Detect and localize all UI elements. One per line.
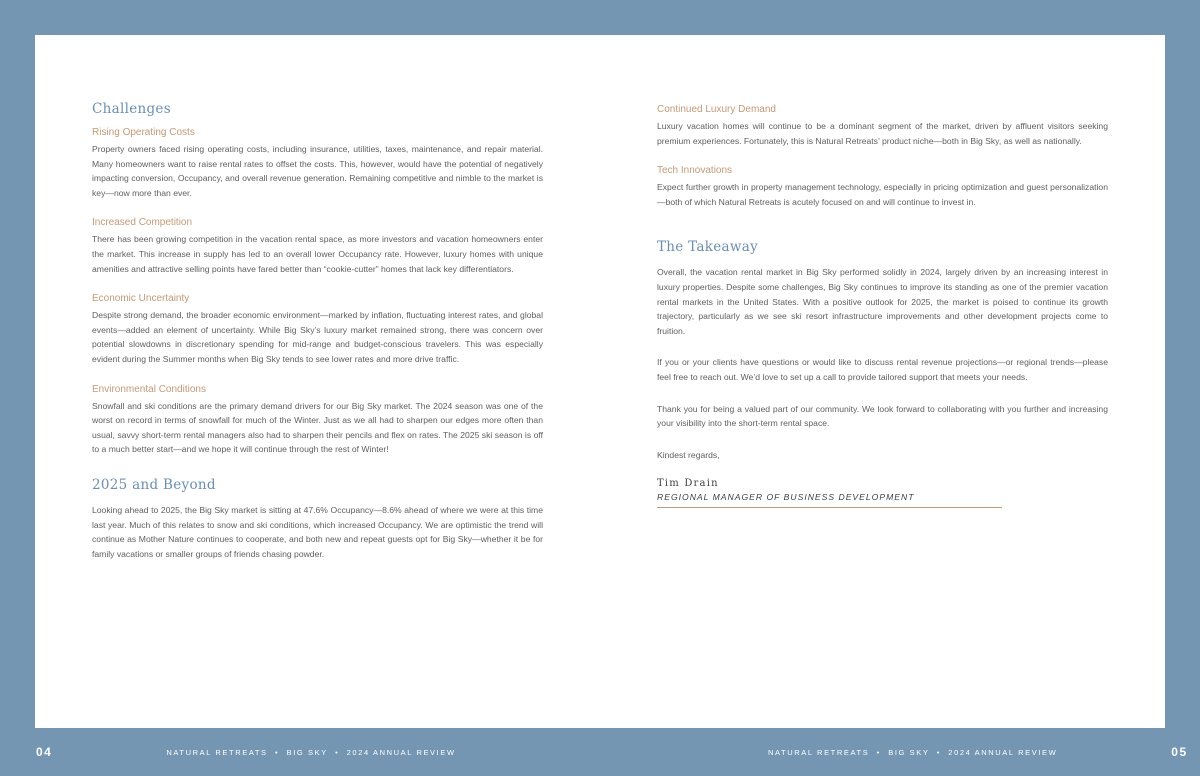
beyond-section — [92, 477, 543, 561]
environmental-heading: Environmental Conditions — [92, 383, 206, 395]
economic-section — [92, 293, 543, 366]
tech-section — [657, 165, 1108, 209]
environmental-section — [92, 384, 543, 457]
thanks-section — [657, 402, 1108, 431]
signer-title: REGIONAL MANAGER OF BUSINESS DEVELOPMENT — [657, 492, 1002, 508]
rising-costs-section — [92, 127, 543, 200]
competition-paragraph: There has been growing competition in the vacation rental space, as more investors and vacation homeowners enter the market. This increase in supply has led to an overall lower Occupancy rate. However, luxury homes with unique amenities and attractive selling points have fared better than “cookie-cutter” homes that lack key differentiators. — [92, 234, 543, 274]
right-page-content — [657, 104, 1108, 508]
left-running-head: NATURAL RETREATS • BIG SKY • 2024 ANNUAL REVIEW — [166, 747, 456, 757]
left-page-number: 04 — [36, 745, 53, 759]
competition-heading: Increased Competition — [92, 217, 193, 229]
economic-heading: Economic Uncertainty — [92, 293, 190, 305]
competition-section — [92, 217, 543, 276]
left-footer — [36, 728, 456, 776]
luxury-section — [657, 104, 1108, 148]
beyond-heading: 2025 and Beyond — [92, 476, 216, 493]
contact-section — [657, 355, 1108, 384]
thanks-paragraph: Thank you for being a valued part of our community. We look forward to collaborating with you further and increasing your visibility into the short-term rental space. — [657, 403, 1108, 429]
tech-paragraph: Expect further growth in property management technology, especially in pricing optimization and guest personalization—both of which Natural Retreats is acutely focused on and will continue to invest in. — [657, 182, 1108, 207]
left-page-content — [92, 101, 543, 578]
right-page-number: 05 — [1171, 745, 1188, 759]
takeaway-paragraph: Overall, the vacation rental market in Big Sky performed solidly in 2024, largely driven by an increasing interest in luxury properties. Despite some challenges, Big Sky continues to improve its standing as one of the premier vacation rental markets in the United States. With a positive outlook for 2025, the market is poised to continue its growth trajectory, particularly as we see ski resort infrastructure improvements and other development projects come to fruition. — [657, 267, 1108, 336]
tech-heading: Tech Innovations — [657, 165, 733, 177]
report-spread — [35, 35, 1165, 728]
economic-paragraph: Despite strong demand, the broader economic environment—marked by inflation, fluctuating interest rates, and global events—added an element of uncertainty. While Big Sky’s luxury market remained strong, there was concern over potential slowdowns in discretionary spending for mid-range and budget-conscious travelers. This was especially evident during the Summer months when Big Sky tends to see lower rates and more drive traffic. — [92, 310, 543, 364]
rising-costs-paragraph: Property owners faced rising operating costs, including insurance, utilities, taxes, maintenance, and repair material. Many homeowners want to raise rental rates to offset the costs. This, however, would have the potential of negatively impacting conversion, Occupancy, and overall revenue generation. Remaining competitive and nimble to the market is key—now more than ever. — [92, 144, 543, 198]
closing-line: Kindest regards, — [657, 449, 720, 460]
right-running-head: NATURAL RETREATS • BIG SKY • 2024 ANNUAL REVIEW — [768, 747, 1058, 757]
takeaway-section — [657, 239, 1108, 338]
challenges-heading: Challenges — [92, 101, 171, 117]
beyond-paragraph: Looking ahead to 2025, the Big Sky market is sitting at 47.6% Occupancy—8.6% ahead of where we were at this time last year. Much of this relates to snow and ski conditions, which increased Occupancy. We are optimistic the trend will continue as Mother Nature continues to cooperate, and both new and repeat guests opt for Big Sky—whether it be for family vacations or smaller groups of friends chasing powder. — [92, 504, 543, 559]
right-footer — [768, 728, 1188, 776]
takeaway-heading: The Takeaway — [657, 239, 759, 256]
contact-paragraph: If you or your clients have questions or would like to discuss rental revenue projections—or regional trends—please feel free to reach out. We’d love to set up a call to provide tailored support that meets your needs. — [657, 357, 1108, 382]
signer-name: Tim Drain — [657, 478, 719, 490]
rising-costs-heading: Rising Operating Costs — [92, 127, 195, 138]
environmental-paragraph: Snowfall and ski conditions are the primary demand drivers for our Big Sky market. The 2024 season was one of the worst on record in terms of snowfall for much of the Winter. Just as we all had to sharpen our edges more often than usual, savvy short-term rental managers also had to sharpen their pencils and flex on rates. The 2025 ski season is off to a much better start—and we hope it will continue through the rest of Winter! — [92, 400, 543, 455]
luxury-heading: Continued Luxury Demand — [657, 104, 776, 115]
luxury-paragraph: Luxury vacation homes will continue to be a dominant segment of the market, driven by affluent visitors seeking premium experiences. Fortunately, this is Natural Retreats’ product niche—both in Big Sky, as well as nationally. — [657, 121, 1108, 146]
